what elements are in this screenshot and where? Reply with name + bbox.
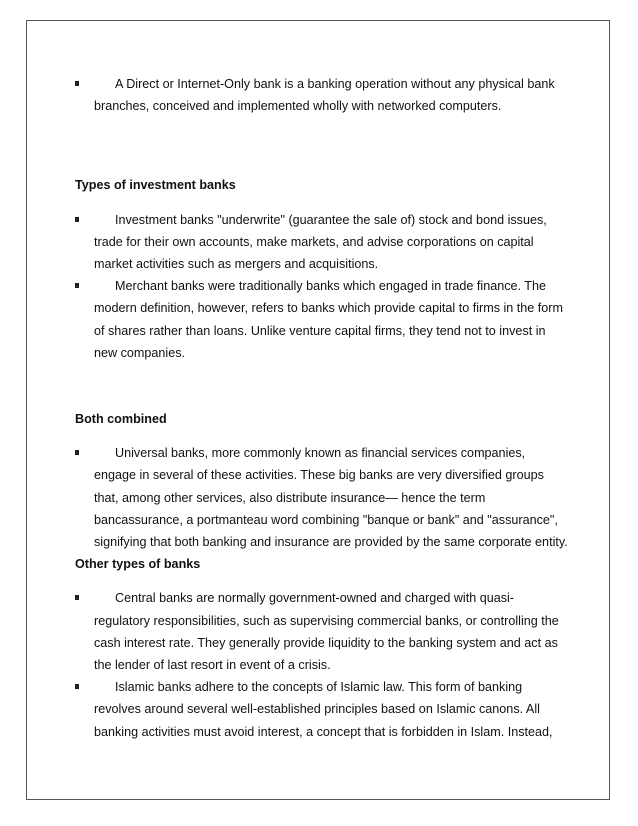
square-bullet-icon: [75, 81, 79, 86]
square-bullet-icon: [75, 450, 79, 455]
document-body: [75, 73, 570, 743]
list-item-central-banks: [75, 587, 570, 676]
list-item-text: Investment banks "underwrite" (guarantee the sale of) stock and bond issues, trade for their own accounts, make markets, and advise corporations on capital market activities such as mergers and acquisitions.: [94, 212, 547, 272]
square-bullet-icon: [75, 595, 79, 600]
list-item-text: Islamic banks adhere to the concepts of Islamic law. This form of banking revolves around several well-established principles based on Islamic canons. All banking activities must avoid interest, a concept that is forbidden in Islam. Instead,: [94, 680, 553, 739]
list-item-merchant-banks: [75, 275, 570, 364]
list-item-universal-banks: [75, 442, 570, 553]
section-heading-investment: Types of investment banks: [75, 178, 236, 193]
square-bullet-icon: [75, 283, 79, 288]
list-item-investment-banks: [75, 209, 570, 276]
section-heading-other: Other types of banks: [75, 557, 201, 572]
square-bullet-icon: [75, 217, 79, 222]
list-item-text: Universal banks, more commonly known as financial services companies, engage in several of these activities. These big banks are very diversified groups that, among other services, also distribute insurance— hence the term bancassurance, a portmanteau word combining "banque or bank" and "assurance", signifying that both banking and insurance are provided by the same corporate entity.: [94, 446, 568, 550]
list-item-islamic-banks: [75, 676, 570, 743]
square-bullet-icon: [75, 684, 79, 689]
list-item-direct-bank: [75, 73, 570, 117]
section-heading-combined: Both combined: [75, 412, 167, 427]
list-item-text: Central banks are normally government-owned and charged with quasi-regulatory responsibilities, such as supervising commercial banks, or controlling the cash interest rate. They generally provide liquidity to the banking system and act as the lender of last resort in event of a crisis.: [94, 591, 559, 673]
list-item-text: Merchant banks were traditionally banks which engaged in trade finance. The modern definition, however, refers to banks which provide capital to firms in the form of shares rather than loans. Unlike venture capital firms, they tend not to invest in new companies.: [94, 279, 563, 360]
list-item-text: A Direct or Internet-Only bank is a banking operation without any physical bank branches, conceived and implemented wholly with networked computers.: [94, 77, 555, 114]
